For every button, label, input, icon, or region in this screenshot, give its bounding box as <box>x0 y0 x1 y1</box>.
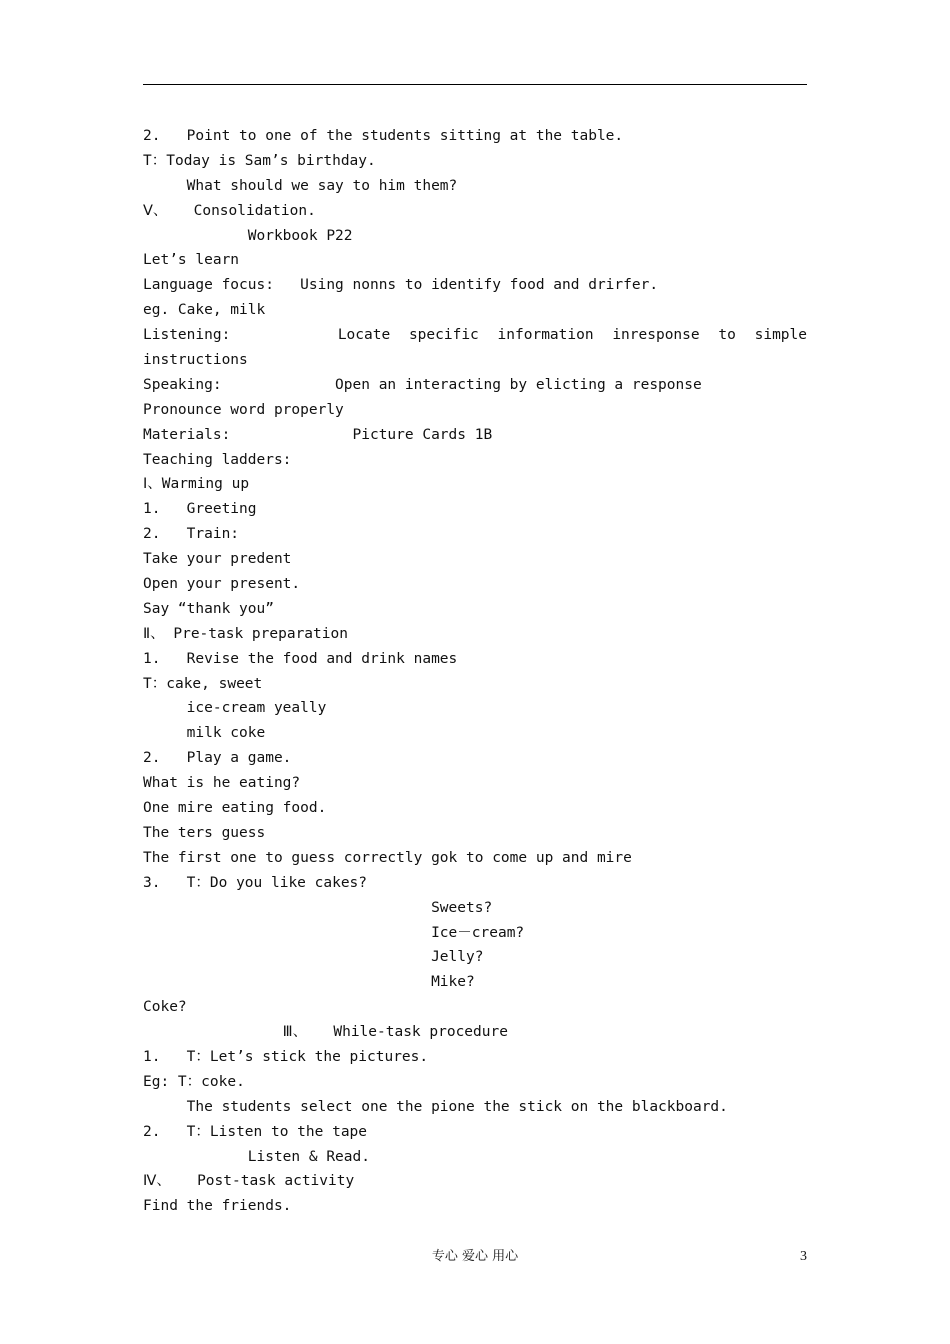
text-line: One mire eating food. <box>143 800 327 817</box>
text-line: Mike? <box>143 974 475 991</box>
text-line: 2. Play a game. <box>143 750 292 767</box>
text-line: Say “thank you” <box>143 600 274 617</box>
text-line: Eg: T：coke. <box>143 1073 245 1090</box>
text-line: The students select one the pione the stick on the blackboard. <box>143 1098 728 1115</box>
listening-word: to <box>718 327 736 344</box>
text-line: eg. Cake, milk <box>143 302 266 319</box>
text-line: Materials: Picture Cards 1B <box>143 426 493 443</box>
text-line: Speaking: Open an interacting by elicting a response <box>143 376 702 393</box>
text-line: 1. Greeting <box>143 501 257 518</box>
text-line: What should we say to him them? <box>143 177 458 194</box>
document-body <box>143 124 807 1219</box>
section-heading: Ⅴ、 Consolidation. <box>143 202 316 219</box>
text-line: T：Today is Sam’s birthday. <box>143 152 376 169</box>
text-line: 3. T：Do you like cakes? <box>143 874 368 891</box>
section-heading: Ⅰ、Warming up <box>143 476 250 493</box>
listening-word: Listening: <box>143 327 231 344</box>
text-line: ice-cream yeally <box>143 700 327 717</box>
text-line: Sweets? <box>143 899 493 916</box>
text-line: The first one to guess correctly gok to come up and mire <box>143 849 632 866</box>
section-heading: Ⅳ、 Post-task activity <box>143 1173 355 1190</box>
text-line: 2. T：Listen to the tape <box>143 1123 368 1140</box>
text-line: Listen & Read. <box>143 1148 370 1165</box>
text-line: instructions <box>143 352 248 369</box>
footer-motto: 专心 爱心 用心 <box>431 1249 519 1264</box>
listening-word: inresponse <box>612 327 700 344</box>
section-heading: Ⅱ、 Pre-task preparation <box>143 625 348 642</box>
text-line: T：cake, sweet <box>143 675 263 692</box>
lesson-title: Let’s learn <box>143 252 240 269</box>
text-line: Jelly? <box>143 949 484 966</box>
text-line: Workbook P22 <box>143 227 353 244</box>
header-rule <box>143 84 807 85</box>
text-line: 1. Revise the food and drink names <box>143 650 458 667</box>
listening-word: simple <box>754 327 807 344</box>
listening-line <box>143 323 807 348</box>
text-line: Teaching ladders: <box>143 451 292 468</box>
text-line: 2. Train: <box>143 526 240 543</box>
listening-word: information <box>497 327 594 344</box>
listening-word: specific <box>408 327 479 344</box>
text-line: 1. T：Let’s stick the pictures. <box>143 1048 429 1065</box>
text-line: Coke? <box>143 999 187 1016</box>
text-line: Take your predent <box>143 551 292 568</box>
text-line: Pronounce word properly <box>143 401 344 418</box>
text-line: The ters guess <box>143 824 266 841</box>
text-line: Language focus: Using nonns to identify food and drirfer. <box>143 277 659 294</box>
text-line: Find the friends. <box>143 1198 292 1215</box>
text-line: What is he eating? <box>143 775 301 792</box>
section-heading: Ⅲ、 While-task procedure <box>143 1024 508 1041</box>
text-line: Open your present. <box>143 576 301 593</box>
text-line: milk coke <box>143 725 266 742</box>
text-line: Ice－cream? <box>143 924 525 941</box>
page-number: 3 <box>800 1249 807 1264</box>
text-line: 2. Point to one of the students sitting at the table. <box>143 128 624 144</box>
listening-word: Locate <box>337 327 391 344</box>
